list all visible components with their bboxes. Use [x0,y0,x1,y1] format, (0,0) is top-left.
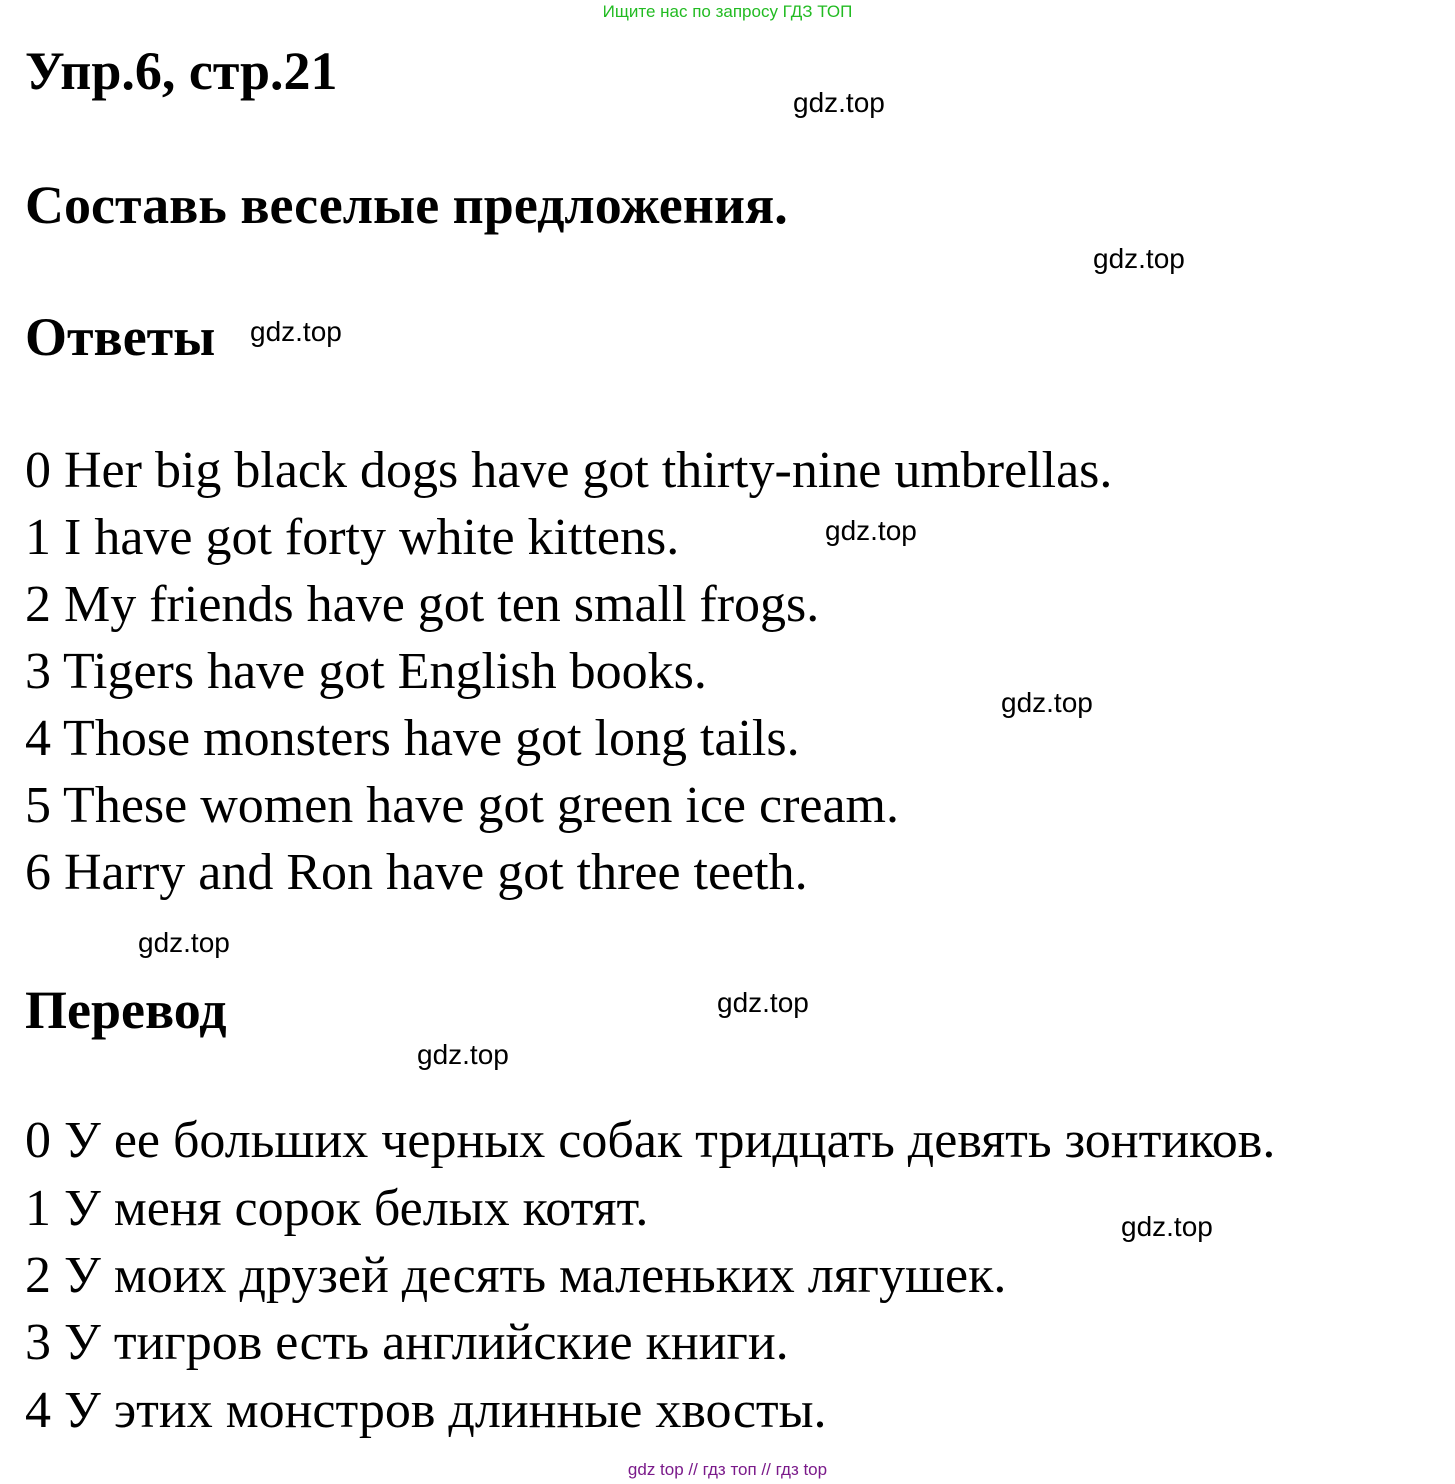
answer-line: 6 Harry and Ron have got three teeth. [25,844,808,901]
answer-line: 5 These women have got green ice cream. [25,777,899,834]
watermark: gdz.top [250,316,342,347]
bottom-banner: gdz top // гдз топ // гдз top [627,1460,828,1479]
answers-heading: Ответы [25,307,216,367]
watermark: gdz.top [1093,243,1185,274]
answer-line: 1 I have got forty white kittens. [25,509,680,566]
answer-line: 4 Those monsters have got long tails. [25,710,800,767]
answer-line: 0 Her big black dogs have got thirty-nine umbrellas. [25,442,1113,499]
top-banner: Ищите нас по запросу ГДЗ ТОП [602,2,853,21]
watermark: gdz.top [417,1039,509,1070]
translation-line: 1 У меня сорок белых котят. [25,1180,649,1237]
exercise-title: Упр.6, стр.21 [25,41,338,101]
translation-line: 0 У ее больших черных собак тридцать девять зонтиков. [25,1112,1276,1169]
watermark: gdz.top [1001,687,1093,718]
translation-heading: Перевод [25,980,227,1040]
task-text: Составь веселые предложения. [25,175,788,235]
translation-line: 2 У моих друзей десять маленьких лягушек. [25,1247,1007,1304]
answer-line: 2 My friends have got ten small frogs. [25,576,820,633]
translation-line: 3 У тигров есть английские книги. [25,1314,789,1371]
watermark: gdz.top [1121,1211,1213,1242]
watermark: gdz.top [793,87,885,118]
translation-line: 4 У этих монстров длинные хвосты. [25,1382,827,1439]
watermark: gdz.top [138,927,230,958]
watermark: gdz.top [825,515,917,546]
answer-line: 3 Tigers have got English books. [25,643,707,700]
watermark: gdz.top [717,987,809,1018]
